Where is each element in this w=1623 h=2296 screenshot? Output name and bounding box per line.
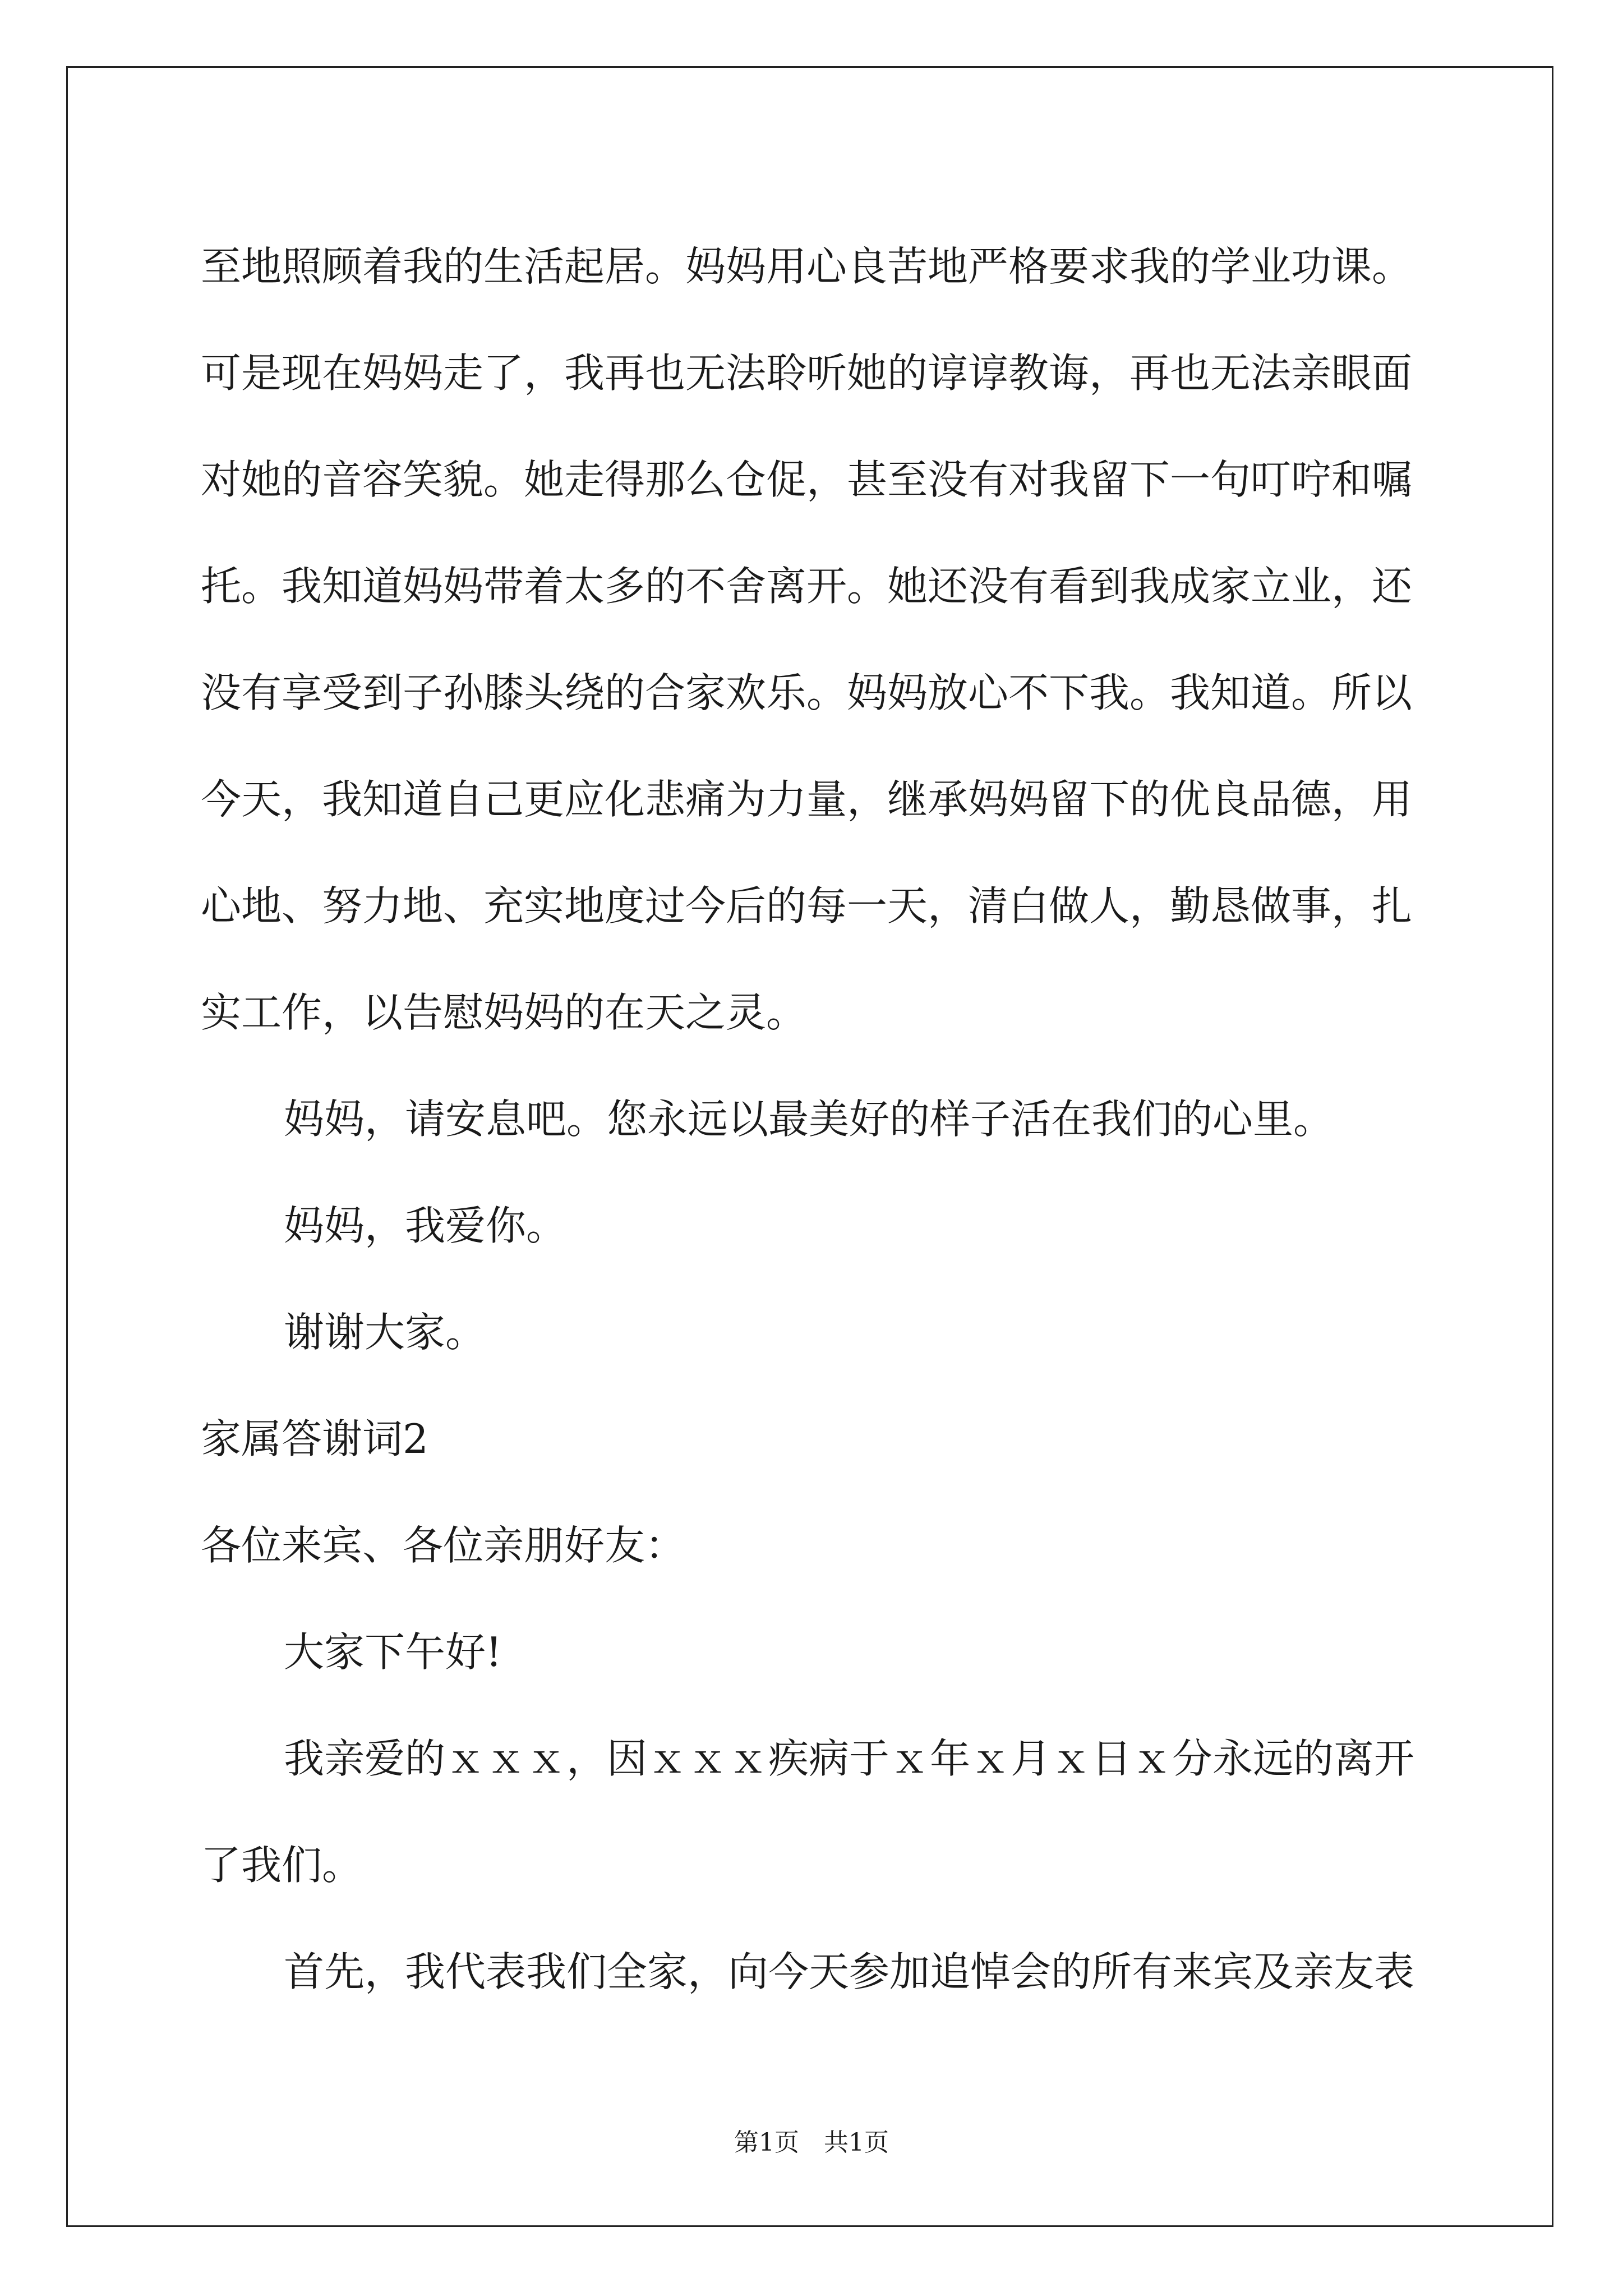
text-line-15: 我亲爱的ｘｘｘ，因ｘｘｘ疾病于ｘ年ｘ月ｘ日ｘ分永远的离开: [284, 1735, 1415, 1782]
text-line-16: 了我们。: [201, 1842, 363, 1889]
text-line-11: 谢谢大家。: [284, 1309, 486, 1356]
document-body: [201, 213, 1429, 2025]
text-line-9: 妈妈，请安息吧。您永远以最美好的样子活在我们的心里。: [284, 1096, 1334, 1143]
text-line-7: 心地、努力地、充实地度过今后的每一天，清白做人，勤恳做事，扎: [201, 882, 1413, 930]
text-line-1: 至地照顾着我的生活起居。妈妈用心良苦地严格要求我的学业功课。: [201, 243, 1413, 290]
page-total: 共1页: [824, 2128, 889, 2157]
text-line-5: 没有享受到子孙膝头绕的合家欢乐。妈妈放心不下我。我知道。所以: [201, 669, 1413, 716]
text-line-6: 今天，我知道自己更应化悲痛为力量，继承妈妈留下的优良品德，用: [201, 776, 1413, 823]
page-number: 第1页: [734, 2128, 799, 2157]
text-line-10: 妈妈，我爱你。: [284, 1202, 567, 1249]
text-line-3: 对她的音容笑貌。她走得那么仓促，甚至没有对我留下一句叮咛和嘱: [201, 456, 1413, 503]
greeting: 大家下午好!: [284, 1628, 502, 1676]
text-line-2: 可是现在妈妈走了，我再也无法聆听她的谆谆教诲，再也无法亲眼面: [201, 349, 1413, 397]
text-line-17: 首先，我代表我们全家，向今天参加追悼会的所有来宾及亲友表: [284, 1948, 1415, 1995]
salutation: 各位来宾、各位亲朋好友：: [201, 1522, 686, 1569]
page-footer: [0, 2126, 1623, 2160]
text-line-4: 托。我知道妈妈带着太多的不舍离开。她还没有看到我成家立业，还: [201, 563, 1413, 610]
section-heading: 家属答谢词2: [201, 1415, 428, 1462]
text-line-8: 实工作，以告慰妈妈的在天之灵。: [201, 989, 807, 1036]
